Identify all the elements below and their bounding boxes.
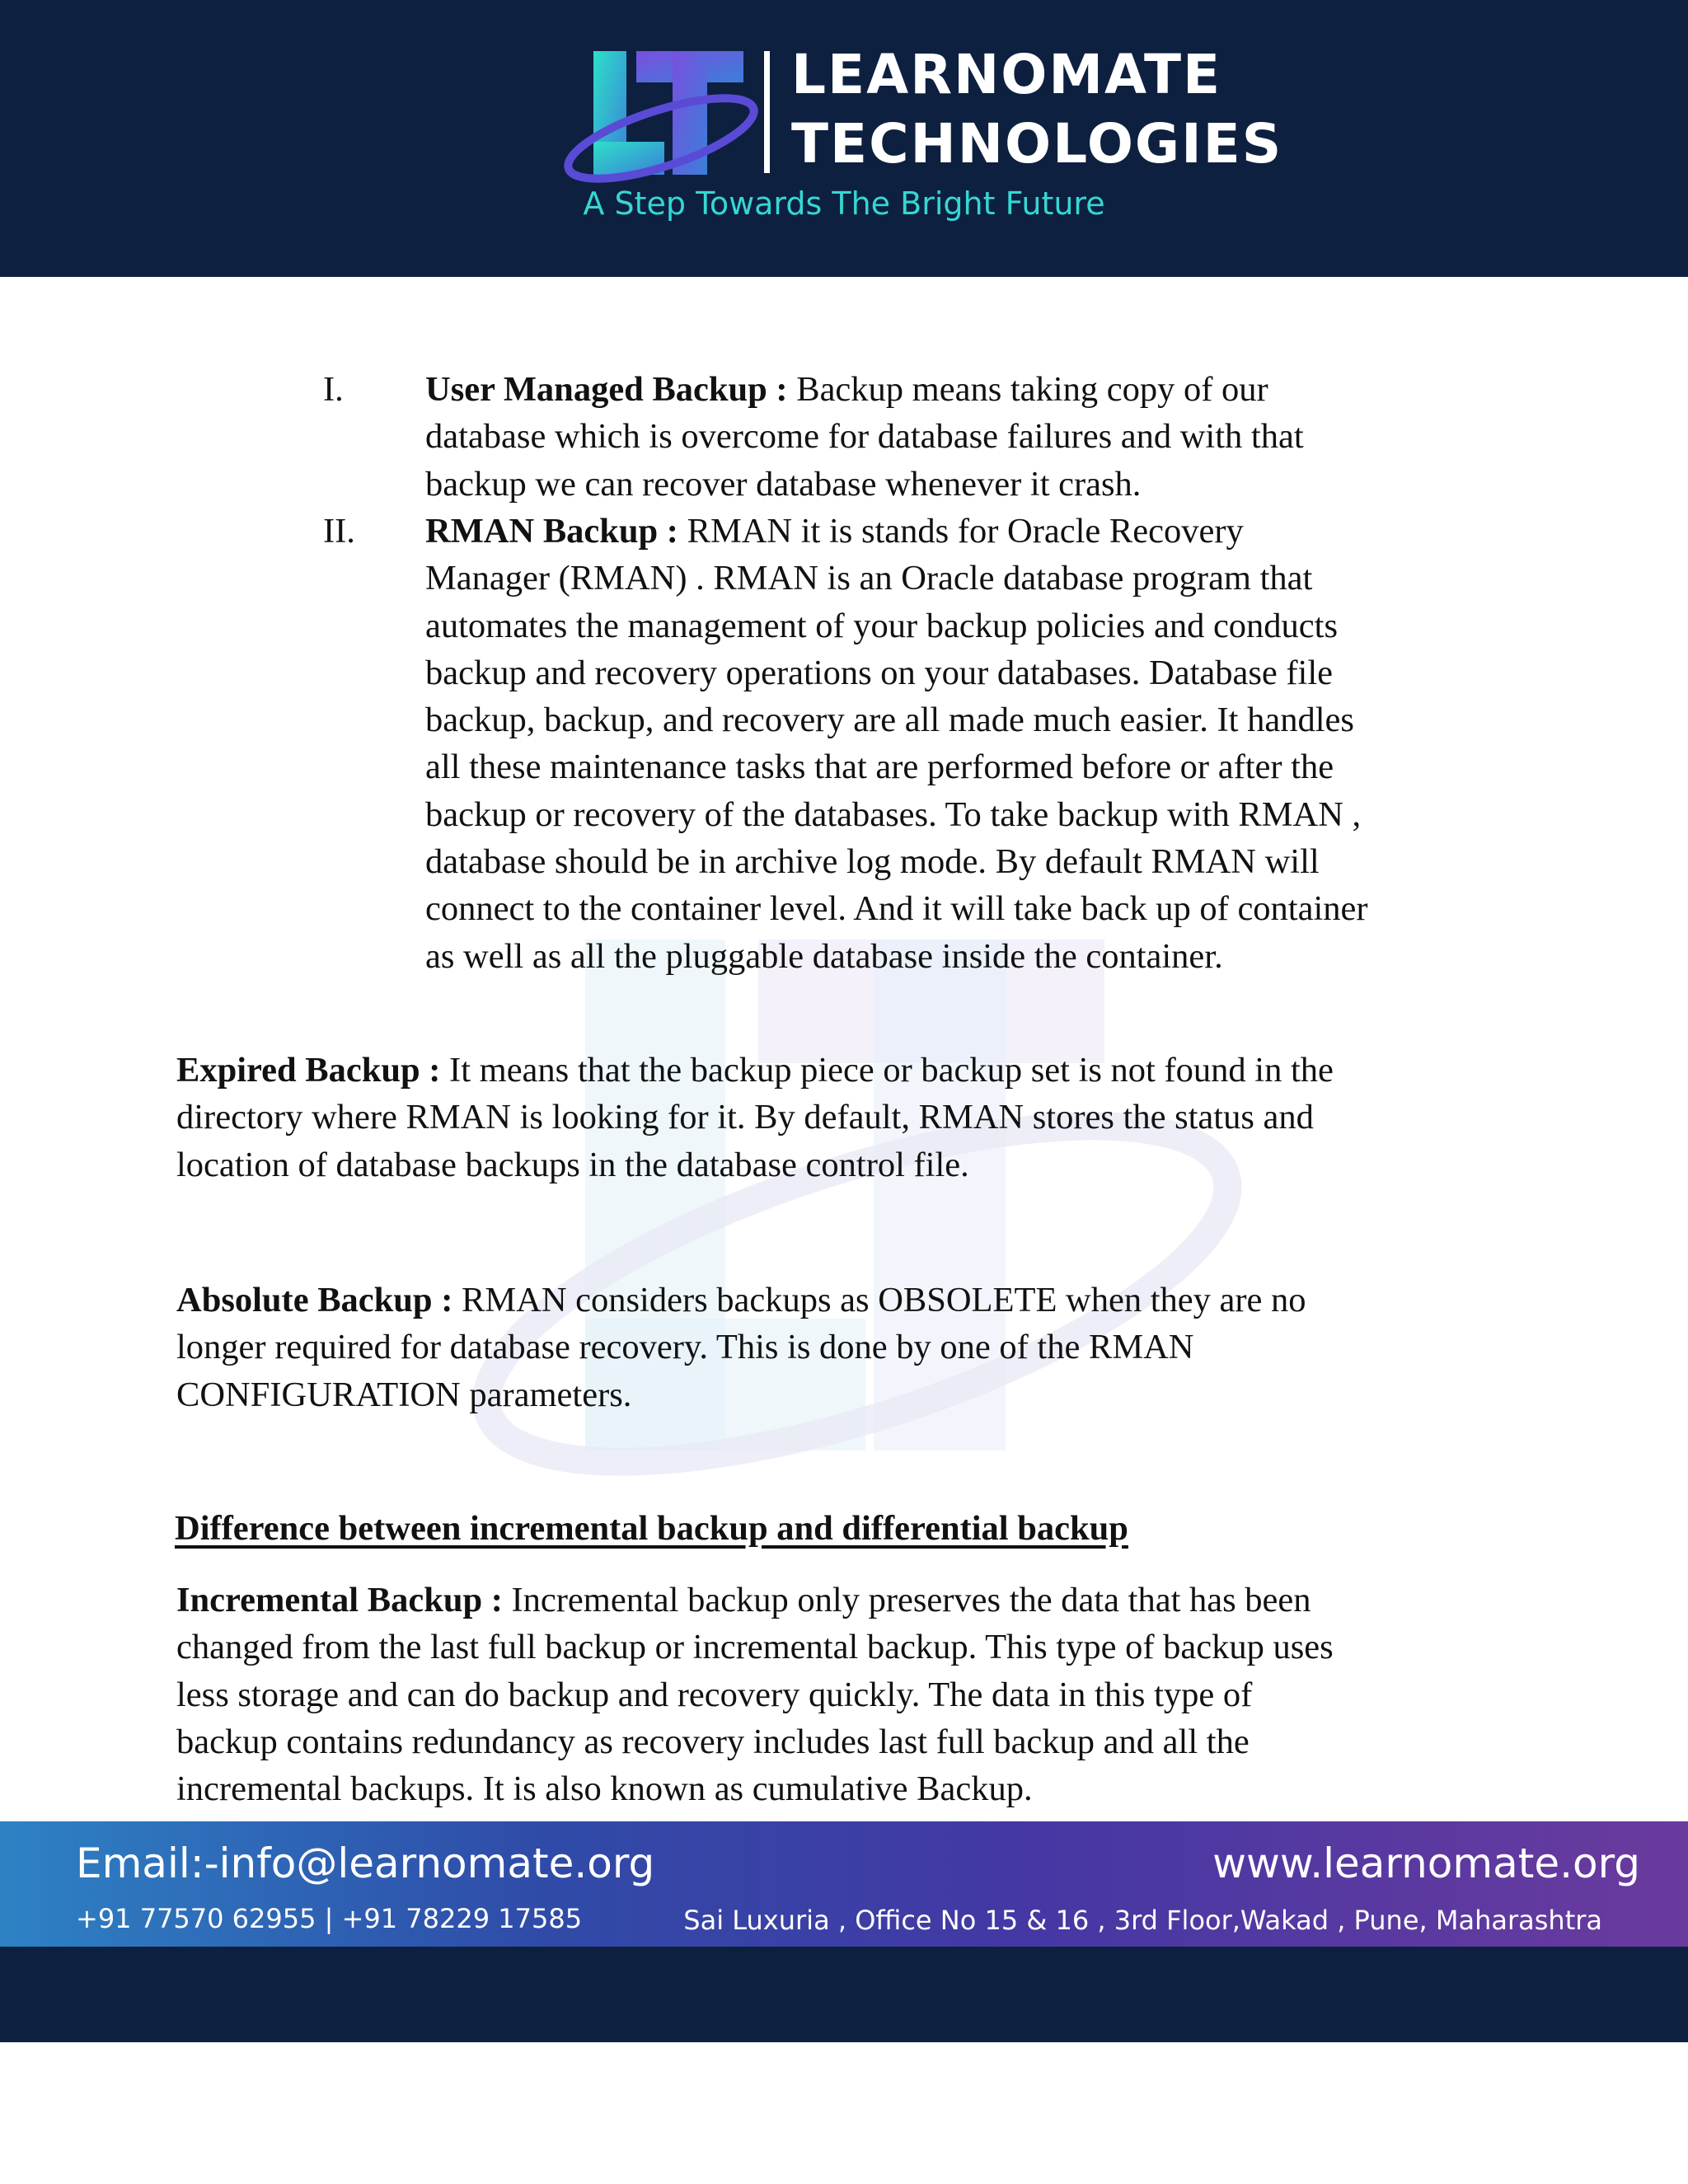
footer-bottom-bar xyxy=(0,1947,1688,2042)
paragraph-line: incremental backups. It is also known as cumulative Backup. xyxy=(176,1769,1033,1809)
logo-watermark-icon xyxy=(462,907,1253,1566)
paragraph-incremental-backup xyxy=(176,1577,1334,1812)
footer-address: Sai Luxuria , Office No 15 & 16 , 3rd Floor,Wakad , Pune, Maharashtra xyxy=(683,1905,1602,1936)
brand-name-line2: TECHNOLOGIES xyxy=(791,112,1283,176)
paragraph-line: location of database backups in the database control file. xyxy=(176,1145,969,1184)
term-absolute-backup: Absolute Backup : xyxy=(176,1281,453,1319)
section-title-difference: Difference between incremental backup and differential backup xyxy=(175,1509,1128,1548)
item-line: RMAN it is stands for Oracle Recovery xyxy=(678,512,1244,551)
brand-name-line1: LEARNOMATE xyxy=(791,43,1222,106)
item-line: backup, backup, and recovery are all made much easier. It handles xyxy=(425,701,1354,740)
list-numeral: II. xyxy=(323,512,355,551)
item-line: database which is overcome for database failures and with that xyxy=(425,417,1304,457)
paragraph-line: It means that the backup piece or backup set is not found in the xyxy=(440,1051,1334,1090)
paragraph-line: Incremental backup only preserves the data that has been xyxy=(502,1581,1311,1619)
paragraph-expired-backup xyxy=(176,1047,1334,1188)
paragraph-line: CONFIGURATION parameters. xyxy=(176,1375,632,1414)
list-numeral: I. xyxy=(323,370,344,409)
page-header xyxy=(0,0,1688,277)
item-line: backup or recovery of the databases. To take backup with RMAN , xyxy=(425,794,1362,834)
paragraph-line: RMAN considers backups as OBSOLETE when they are no xyxy=(452,1281,1306,1319)
paragraph-line: less storage and can do backup and recovery quickly. The data in this type of xyxy=(176,1675,1253,1714)
item-line: Backup means taking copy of our xyxy=(787,370,1268,409)
term-user-managed-backup: User Managed Backup : xyxy=(425,370,788,409)
term-incremental-backup: Incremental Backup : xyxy=(176,1581,503,1619)
item-line: backup we can recover database whenever it crash. xyxy=(425,464,1142,504)
item-line: automates the management of your backup policies and conducts xyxy=(425,606,1339,645)
footer-website-link[interactable]: www.learnomate.org xyxy=(1212,1840,1640,1887)
logo-divider xyxy=(764,51,770,173)
paragraph-line: directory where RMAN is looking for it. By default, RMAN stores the status and xyxy=(176,1098,1314,1137)
item-line: connect to the container level. And it will take back up of container xyxy=(425,889,1368,929)
learnomate-logo-icon xyxy=(560,41,758,190)
paragraph-line: longer required for database recovery. This is done by one of the RMAN xyxy=(176,1328,1194,1367)
item-line: backup and recovery operations on your databases. Database file xyxy=(425,653,1334,692)
brand-tagline: A Step Towards The Bright Future xyxy=(583,185,1105,222)
footer-email[interactable]: Email:-info@learnomate.org xyxy=(76,1840,655,1887)
list-item-user-managed-backup xyxy=(425,366,1304,508)
footer-phone-numbers: +91 77570 62955 | +91 78229 17585 xyxy=(76,1903,583,1934)
paragraph-absolute-backup xyxy=(176,1277,1306,1418)
term-rman-backup: RMAN Backup : xyxy=(425,512,678,551)
paragraph-line: changed from the last full backup or incremental backup. This type of backup uses xyxy=(176,1628,1334,1667)
term-expired-backup: Expired Backup : xyxy=(176,1051,441,1090)
item-line: database should be in archive log mode. By default RMAN will xyxy=(425,842,1320,882)
item-line: as well as all the pluggable database inside the container. xyxy=(425,936,1223,976)
item-line: all these maintenance tasks that are performed before or after the xyxy=(425,748,1334,787)
item-line: Manager (RMAN) . RMAN is an Oracle database program that xyxy=(425,559,1313,598)
list-item-rman-backup xyxy=(425,508,1368,980)
paragraph-line: backup contains redundancy as recovery includes last full backup and all the xyxy=(176,1722,1250,1761)
